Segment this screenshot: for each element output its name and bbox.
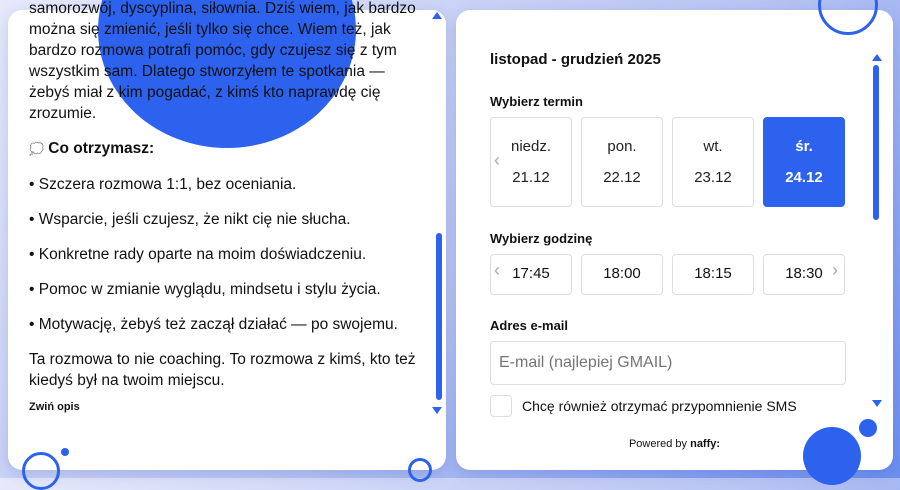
chevron-left-icon[interactable]: ‹ xyxy=(494,150,500,170)
decorative-ring xyxy=(22,452,60,490)
sms-checkbox[interactable] xyxy=(490,395,512,417)
sms-checkbox-label: Chcę również otrzymać przypomnienie SMS xyxy=(522,398,797,414)
time-option[interactable]: 18:00 xyxy=(581,254,663,295)
time-option[interactable]: 18:30 xyxy=(763,254,845,295)
scroll-up-arrow-icon[interactable] xyxy=(872,54,882,61)
decorative-circle xyxy=(803,427,861,485)
scrollbar-thumb[interactable] xyxy=(873,65,879,220)
decorative-ring xyxy=(818,0,878,35)
chevron-left-icon[interactable]: ‹ xyxy=(494,260,500,280)
bullet: • Wsparcie, jeśli czujesz, że nikt cię nie słucha. xyxy=(29,211,351,228)
powered-by: Powered by naffy: xyxy=(628,438,721,450)
description-text xyxy=(29,0,424,418)
time-option[interactable]: 18:15 xyxy=(672,254,754,295)
chevron-right-icon[interactable]: › xyxy=(832,260,838,280)
description-panel xyxy=(8,0,446,470)
bullet: • Konkretne rady oparte na moim doświadczeniu. xyxy=(29,246,367,263)
naffy-logo[interactable]: naffy: xyxy=(690,438,721,450)
bullet: • Pomoc w zmianie wyglądu, mindsetu i stylu życia. xyxy=(29,281,381,298)
month-range: listopad - grudzień 2025 xyxy=(490,51,661,68)
email-input[interactable] xyxy=(490,341,846,385)
email-label: Adres e-mail xyxy=(490,318,569,333)
day-option-selected[interactable]: śr. 24.12 xyxy=(763,117,845,207)
scroll-down-arrow-icon[interactable] xyxy=(872,400,882,407)
decorative-ring xyxy=(408,458,432,482)
bullet: • Motywację, żebyś też zaczął działać — po swojemu. xyxy=(29,316,398,333)
closing-paragraph: Ta rozmowa to nie coaching. To rozmowa z kimś, kto też kiedyś był na twoim miejscu. xyxy=(29,351,416,389)
benefits-heading: 💭 Co otrzymasz: xyxy=(29,140,155,157)
time-option[interactable]: 17:45 xyxy=(490,254,572,295)
collapse-description-link[interactable]: Zwiń opis xyxy=(29,401,80,413)
date-label: Wybierz termin xyxy=(490,94,583,109)
day-option[interactable]: pon. 22.12 xyxy=(581,117,663,207)
scroll-up-arrow-icon[interactable] xyxy=(432,12,442,19)
day-option[interactable]: wt. 23.12 xyxy=(672,117,754,207)
bullet: • Szczera rozmowa 1:1, bez oceniania. xyxy=(29,176,297,193)
intro-paragraph: samorozwój, dyscyplina, siłownia. Dziś wiem, jak bardzo można się zmienić, jeśli tylko się chce. Wiem też, jak bardzo rozmowa potrafi pomóc, gdy czujesz się z tym wszystkim sam. Dlatego stworzyłem te spotkania — żebyś miał z kim pogadać, z kimś kto naprawdę cię zrozumie. xyxy=(29,0,416,122)
scroll-down-arrow-icon[interactable] xyxy=(432,407,442,414)
decorative-dot xyxy=(61,448,69,456)
scrollbar-thumb[interactable] xyxy=(436,233,442,400)
day-option[interactable]: niedz. 21.12 xyxy=(490,117,572,207)
decorative-dot xyxy=(859,419,877,437)
booking-panel xyxy=(456,10,893,470)
thought-bubble-icon: 💭 xyxy=(29,142,44,156)
time-label: Wybierz godzinę xyxy=(490,231,593,246)
